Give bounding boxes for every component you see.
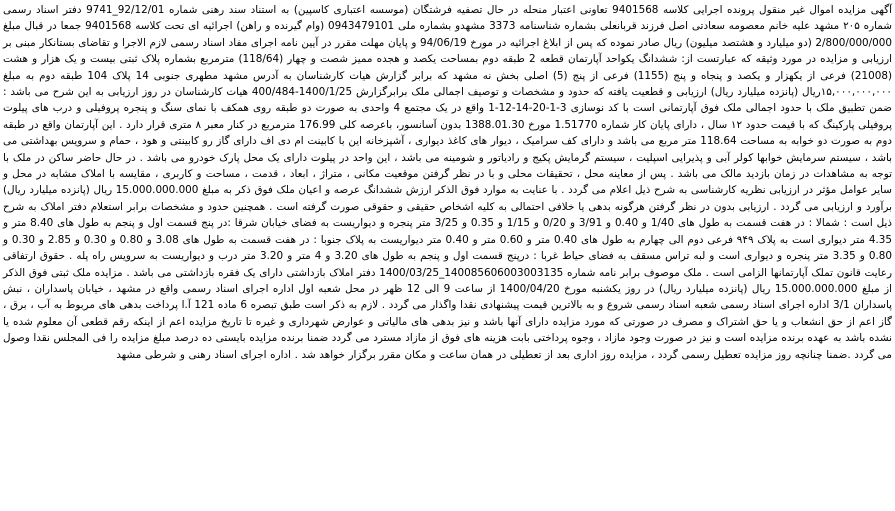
notice-text: آگهی مزایده اموال غیر منقول پرونده اجرایی کلاسه 9401568 تعاونی اعتبار منحله در حال تصفیه فرشتگان (موسسه اعتباری کاسپین) به استناد سند رهنی شماره 92/12/01_9741 دفتر اسناد رسمی شماره ۲۰۵ مشهد علیه خانم معصومه سعادتی اصل فرزند قربانعلی بشماره شناسنامه 3373 مشهدو بشماره ملی 0943479101 (وام گیرنده و راهن) اجرائیه ای تحت کلاسه 9401568 جمعا در قبال مبلغ 2/800/000/000 (دو میلیارد و هشتصد میلیون) ریال صادر نموده که پس از ابلاغ اجرائیه در مورخ 94/06/19 و پایان مهلت مقرر در آیین نامه اجرای مفاد اسناد رسمی لازم الاجرا و تقاضای بستانکار مبنی بر ارزیابی و مزایده در مورد وثیقه که عبارتست از: ششدانگ یکواحد آپارتمان قطعه 2 طبقه دوم بمساحت یکصد و هجده ممیز شصت و چهار (118/64) مترمربع بشماره پلاک ثبتی بیست و یک هزار و هشت (21008) فرعی از یکهزار و یکصد و پنجاه و پنج (1155) فرعی از پنج (5) اصلی بخش نه مشهد که برابر گزارش هیات کارشناسان به آدرس مشهد مطهری جنوبی 14 پلاک 104 طبقه دوم به مبلغ ۱۵,۰۰۰,۰۰۰,۰۰۰ریال (پانزده میلیارد ریال) ارزیابی و قطعیت یافته که حدود و مشخصات و توصیف اجمالی ملک برابرگزارش 1400/1/25-400/484 هیات کارشناسان در روز ارزیابی به این شرح می باشد : ضمن تطبیق ملک با حدود اجمالی ملک فوق آپارتمانی است با کد نوسازی 3-1-20-14-12-1 واقع در یک مجتمع 4 واحدی به صورت دو طبقه روی همکف با نمای سنگ و پنجره پروفیلی و درب های پیلوت پروفیلی پارکینگ که با قیمت حدود ۱۲ سال ، دارای پایان کار شماره 1.51770 مورخ 1388.01.30 بدون آسانسور، باعرصه کلی 176.99 مترمربع در کنار معبر ۸ متری قرار دارد . این آپارتمان واقع در طبقه دوم به صورت دو خوابه به مساحت 118.64 متر مربع می باشد و دارای کف سرامیک ، دیوار های کاغذ دیواری ، آشپزخانه این با کابینت ام دی اف دارای گاز رو کابینتی و هود ، حمام و سرویس بهداشتی می باشد ، سیستم سرمایش خوابها کولر آبی و پذیرایی اسپلیت ، سیستم گرمایش پکیج و رادیاتور و شومینه می باشد ، این واحد در پیلوت دارای یک محل پارک خودرو می باشد . در حال حاضر ساکن در ملک با توجه به مشاهدات در زمان بازدید مالک می باشد . پس از معاینه محل ، تحقیقات محلی و با در نظر گرفتن موقعیت مکانی ، متراژ ، ابعاد ، قدمت ، مساحت و کاربری ، مقایسه با املاک مشابه در محل و سایر عوامل مؤثر در ارزیابی نظریه کارشناسی به شرح ذیل اعلام می گردد . با عنایت به موارد فوق الذکر ارزش ششدانگ عرصه و اعیان ملک فوق ذکر به مبلغ 15.000.000.000 ریال (پانزده میلیارد ریال) برآورد و ارزیابی می گردد . ارزیابی بدون در نظر گرفتن هرگونه بدهی یا خلافی احتمالی به کلیه اشخاص حقیقی و حقوقی صورت گرفته است . همچنین حدود و مشخصات برابر استعلام دفتر املاک به شرح ذیل است : شمالا : در هفت قسمت به طول های 1/40 و 0.40 و 3/91 و 0/20 و 1/15 و 0.35 و 3/25 متر پنجره و دیواریست به فضای خیابان شرقا :در پنج قسمت اول و پنجم به طول های 8.40 متر و 4.35 متر دیواری است به پلاک ۹۴۹ فرعی دوم الی چهارم به طول های 0.40 متر و 0.60 متر و 0.40 متر دیواریست به پلاک جنوبا : در هفت قسمت به طول های 3.08 و 0.80 و 0.30 و 2.85 و 0.30 و 0.80 و 3.35 متر پنجره و دیواری است و لبه تراس مسقف به فضای حیاط غربا : درپنج قسمت اول و پنجم به طول های 3.20 و 4 متر و 3.20 متر درب و دیواریست به سرویس راه پله . حقوق ارتفاقی رعایت قانون تملک آپارتمانها الزامی است . ملک موصوف برابر نامه شماره 140085606003003135_1400/03/25 دفتر املاک بازداشتی دارای یک فقره بازداشتی می باشد . مزایده ملک ثبتی فوق الذکر از مبلغ 15.000.000.000 ریال (پانزده میلیارد ریال) در روز یکشنبه مورخ 1400/04/20 از ساعت 9 الی 12 ظهر در محل شعبه اول اداره اجرای اسناد رسمی واقع در مشهد ، خیابان پاسداران ، نبش پاسداران 3/1 اداره اجرای اسناد رسمی شعبه اسناد رسمی شروع و به بالاترین قیمت پیشنهادی نقدا واگذار می گردد . لازم به ذکر است طبق تبصره 6 ماده 121 آ.ا پرداخت بدهی های مربوط به آب ، برق ، گاز اعم از حق انشعاب و یا حق اشتراک و مصرف در صورتی که مورد مزایده دارای آنها باشد و نیز بدهی های مالیاتی و عوارض شهرداری و غیره تا تاریخ مزایده اعم از اینکه رقم قطعی آن معلوم شده یا نشده باشد به عهده برنده مزایده است و نیز در صورت وجود مازاد ، وجوه پرداختی بابت هزینه های فوق از مازاد مسترد می گردد ضمنا برنده مزایده بایستی ده درصد مبلغ مزایده را فی المجلس نقدا وصول می گردد .ضمنا چنانچه روز مزایده تعطیل رسمی گردد ، مزایده روز اداری بعد از تعطیلی در همان ساعت و مکان مقرر برگزار خواهد شد . اداره اجرای اسناد رهنی و شرطی مشهد — [3, 4, 893, 361]
